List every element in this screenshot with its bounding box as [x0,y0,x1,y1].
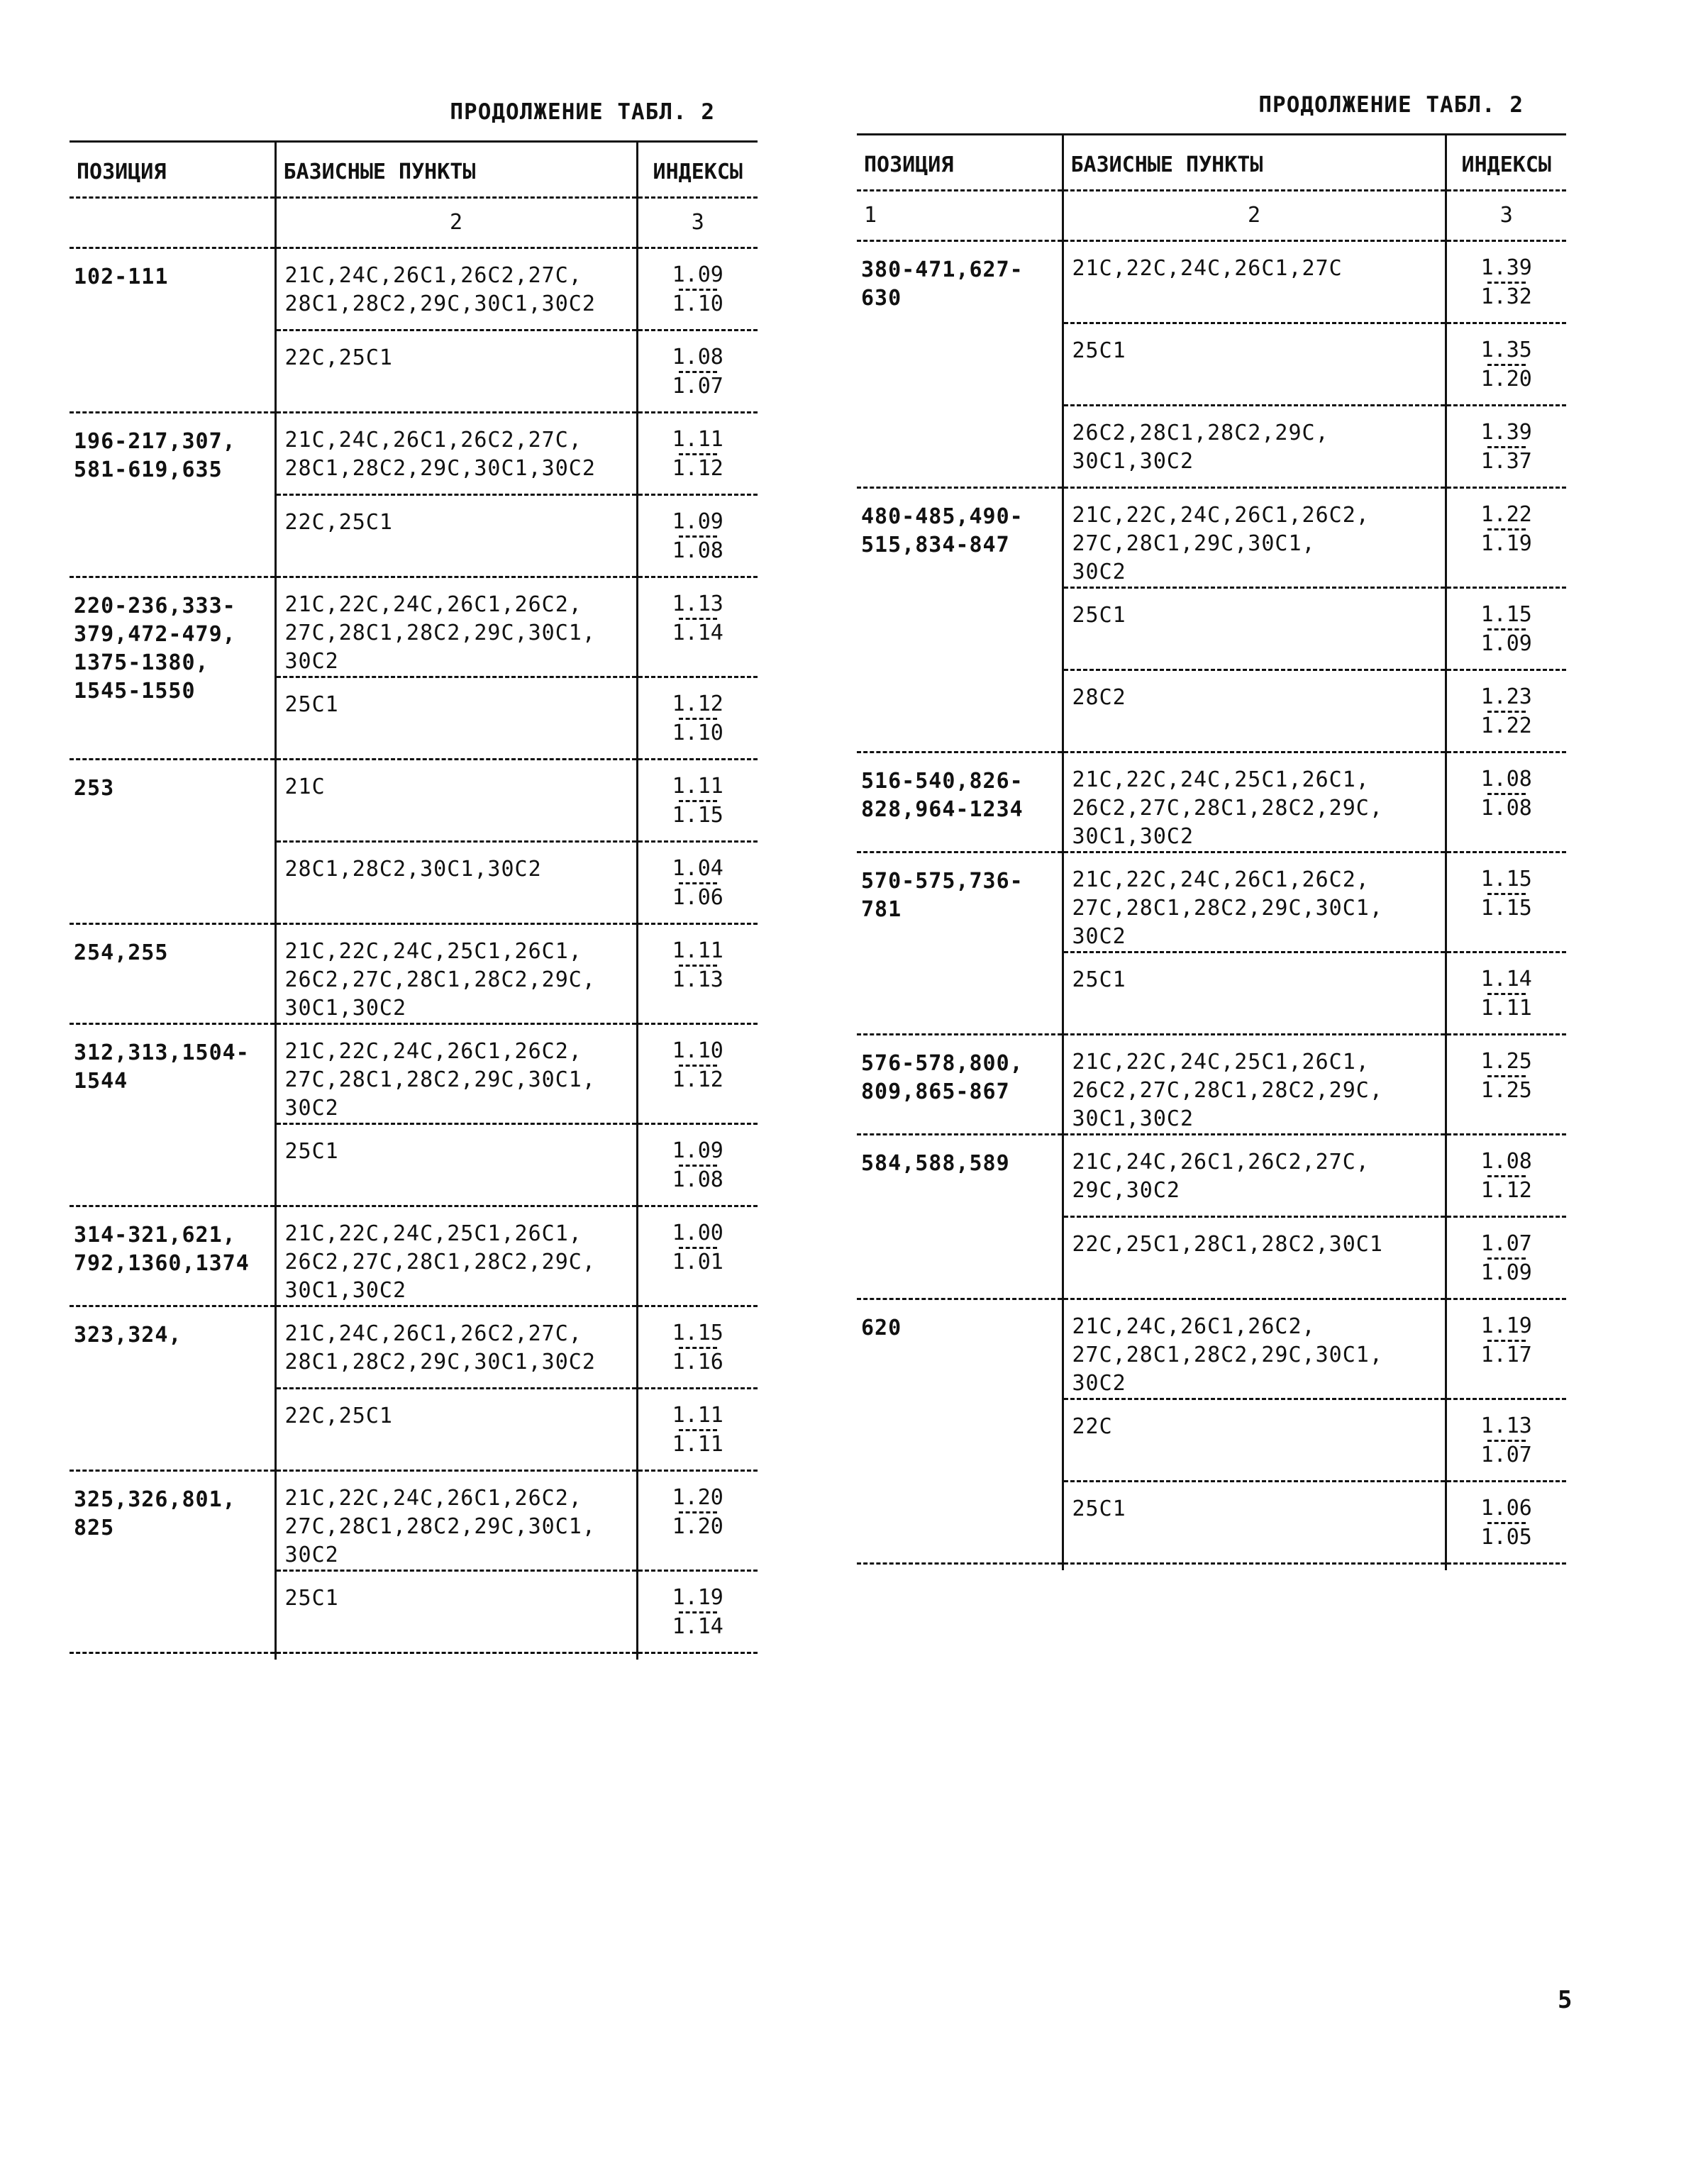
indices-cell [1446,1299,1566,1399]
base-points-cell: 21С,24С,26С1,26С2,27С, 28С1,28С2,29С,30С1,30С2 [275,413,637,495]
indices-cell [637,1206,758,1306]
indices-cell [637,577,758,677]
index-value-upper: 1.12 [672,691,723,716]
index-value-lower: 1.09 [1480,1260,1532,1285]
index-value-lower: 1.07 [672,374,723,399]
index-value-lower: 1.17 [1480,1343,1532,1367]
table-row [70,760,758,842]
index-value-lower: 1.12 [1480,1178,1532,1203]
indices-cell [637,677,758,760]
index-value-lower: 1.15 [672,803,723,828]
base-points-cell: 22С,25С1 [275,330,637,413]
header-base-points: БАЗИСНЫЕ ПУНКТЫ [1063,135,1446,191]
indices-cell [637,1571,758,1653]
col-number-3: 3 [1446,191,1566,241]
base-points-cell: 21С,24С,26С1,26С2,27С, 29С,30С2 [1063,1135,1446,1217]
table-row [70,1471,758,1571]
base-points-cell: 21С,22С,24С,26С1,27С [1063,241,1446,323]
indices-cell [1446,1399,1566,1482]
index-value-upper: 1.06 [1480,1496,1532,1521]
index-value-upper: 1.13 [672,591,723,616]
base-points-cell: 26С2,28С1,28С2,29С, 30С1,30С2 [1063,406,1446,488]
index-value-lower: 1.20 [672,1514,723,1539]
index-value-lower: 1.10 [672,721,723,745]
indices-cell [1446,852,1566,952]
indices-cell [1446,241,1566,323]
base-points-cell: 21С,22С,24С,25С1,26С1, 26С2,27С,28С1,28С2,29С, 30С1,30С2 [275,1206,637,1306]
table-end-rule [70,1653,758,1660]
index-value-upper: 1.35 [1480,338,1532,362]
position-cell: 570-575,736- 781 [857,852,1063,1035]
position-cell: 576-578,800, 809,865-867 [857,1035,1063,1135]
indices-cell [1446,406,1566,488]
index-value-upper: 1.04 [672,856,723,881]
base-points-cell: 21С,22С,24С,25С1,26С1, 26С2,27С,28С1,28С2,29С, 30С1,30С2 [1063,1035,1446,1135]
end-rule-cell [1446,1564,1566,1571]
base-points-cell: 21С,24С,26С1,26С2, 27С,28С1,28С2,29С,30С1, 30С2 [1063,1299,1446,1399]
table-row [857,1135,1566,1217]
table-row [70,248,758,330]
index-value-upper: 1.20 [672,1485,723,1510]
col-number-1: 1 [857,191,1063,241]
indices-cell [1446,323,1566,406]
position-cell: 516-540,826- 828,964-1234 [857,752,1063,852]
table-row [857,752,1566,852]
left-table-column [70,99,758,1660]
indices-cell [637,1471,758,1571]
col-number-2: 2 [1063,191,1446,241]
end-rule-cell [1063,1564,1446,1571]
table-row [70,1206,758,1306]
end-rule-cell [637,1653,758,1660]
indices-cell [637,1124,758,1206]
position-cell: 584,588,589 [857,1135,1063,1299]
table-row [857,852,1566,952]
base-points-cell: 21С,22С,24С,26С1,26С2, 27С,28С1,29С,30С1, 30С2 [1063,488,1446,588]
index-value-upper: 1.11 [672,938,723,963]
index-value-upper: 1.25 [1480,1049,1532,1074]
col-number-3: 3 [637,198,758,248]
index-value-upper: 1.09 [672,1138,723,1163]
base-points-cell: 25С1 [1063,952,1446,1035]
col-number-2: 2 [275,198,637,248]
position-cell: 380-471,627- 630 [857,241,1063,488]
base-points-cell: 25С1 [1063,323,1446,406]
indices-cell [1446,1217,1566,1299]
index-value-lower: 1.08 [672,1167,723,1192]
indices-cell [637,1024,758,1124]
index-value-upper: 1.13 [1480,1413,1532,1438]
base-points-cell: 25С1 [275,677,637,760]
position-cell: 220-236,333- 379,472-479, 1375-1380, 1545-1550 [70,577,275,760]
table-row [70,577,758,677]
index-value-lower: 1.22 [1480,713,1532,738]
table-row [857,1035,1566,1135]
index-value-lower: 1.14 [672,621,723,645]
table-body [857,241,1566,1571]
position-cell: 325,326,801, 825 [70,1471,275,1653]
index-value-upper: 1.07 [1480,1231,1532,1256]
index-value-lower: 1.01 [672,1250,723,1274]
base-points-cell: 21С,22С,24С,26С1,26С2, 27С,28С1,28С2,29С,30С1, 30С2 [275,577,637,677]
base-points-cell: 22С,25С1,28С1,28С2,30С1 [1063,1217,1446,1299]
table-body [70,248,758,1660]
base-points-cell: 21С,22С,24С,26С1,26С2, 27С,28С1,28С2,29С,30С1, 30С2 [1063,852,1446,952]
base-points-cell: 21С,22С,24С,25С1,26С1, 26С2,27С,28С1,28С2,29С, 30С1,30С2 [1063,752,1446,852]
base-points-cell: 21С,24С,26С1,26С2,27С, 28С1,28С2,29С,30С1,30С2 [275,1306,637,1389]
index-value-lower: 1.07 [1480,1443,1532,1467]
base-points-cell: 28С1,28С2,30С1,30С2 [275,842,637,924]
table-row [857,1299,1566,1399]
index-value-lower: 1.11 [672,1432,723,1457]
table-row [70,1024,758,1124]
table-row [857,241,1566,323]
index-value-upper: 1.11 [672,427,723,452]
end-rule-cell [70,1653,275,1660]
index-value-lower: 1.05 [1480,1525,1532,1550]
index-value-upper: 1.10 [672,1038,723,1063]
position-cell: 254,255 [70,924,275,1024]
index-value-upper: 1.11 [672,774,723,799]
indices-cell [637,1389,758,1471]
indices-cell [637,330,758,413]
indices-cell [637,760,758,842]
index-value-lower: 1.08 [672,538,723,563]
indices-cell [1446,588,1566,670]
index-value-upper: 1.14 [1480,967,1532,991]
header-position: ПОЗИЦИЯ [70,142,275,198]
position-cell: 312,313,1504- 1544 [70,1024,275,1206]
index-value-lower: 1.14 [672,1614,723,1639]
header-position: ПОЗИЦИЯ [857,135,1063,191]
indices-cell [1446,1482,1566,1564]
base-points-cell: 21С,22С,24С,26С1,26С2, 27С,28С1,28С2,29С,30С1, 30С2 [275,1471,637,1571]
base-points-cell: 21С,22С,24С,26С1,26С2, 27С,28С1,28С2,29С,30С1, 30С2 [275,1024,637,1124]
right-table-column [857,92,1566,1570]
position-cell: 102-111 [70,248,275,413]
indices-cell [637,1306,758,1389]
index-value-upper: 1.19 [1480,1313,1532,1338]
index-value-upper: 1.15 [1480,867,1532,891]
base-points-cell: 25С1 [275,1571,637,1653]
base-points-cell: 21С,22С,24С,25С1,26С1, 26С2,27С,28С1,28С2,29С, 30С1,30С2 [275,924,637,1024]
index-value-upper: 1.00 [672,1221,723,1245]
indices-cell [1446,1035,1566,1135]
index-value-lower: 1.12 [672,1067,723,1092]
index-value-lower: 1.08 [1480,796,1532,821]
base-points-cell: 22С [1063,1399,1446,1482]
index-value-upper: 1.39 [1480,255,1532,280]
table-row [70,1306,758,1389]
base-points-cell: 25С1 [275,1124,637,1206]
index-value-lower: 1.32 [1480,284,1532,309]
base-points-cell: 22С,25С1 [275,495,637,577]
index-value-upper: 1.15 [672,1321,723,1345]
position-cell: 323,324, [70,1306,275,1471]
base-points-cell: 25С1 [1063,588,1446,670]
base-points-cell: 21С [275,760,637,842]
index-value-lower: 1.13 [672,967,723,992]
indices-cell [1446,488,1566,588]
base-points-cell: 28С2 [1063,670,1446,752]
indices-cell [637,842,758,924]
index-value-upper: 1.23 [1480,684,1532,709]
header-indices: ИНДЕКСЫ [1446,135,1566,191]
index-value-upper: 1.22 [1480,502,1532,527]
header-base-points: БАЗИСНЫЕ ПУНКТЫ [275,142,637,198]
indices-cell [637,495,758,577]
index-value-upper: 1.08 [1480,767,1532,791]
index-value-lower: 1.20 [1480,367,1532,391]
position-cell: 620 [857,1299,1063,1564]
index-value-lower: 1.25 [1480,1078,1532,1103]
index-value-upper: 1.11 [672,1403,723,1428]
position-cell: 480-485,490- 515,834-847 [857,488,1063,752]
base-points-cell: 21С,24С,26С1,26С2,27С, 28С1,28С2,29С,30С1,30С2 [275,248,637,330]
index-value-upper: 1.39 [1480,420,1532,445]
end-rule-cell [857,1564,1063,1571]
index-value-lower: 1.11 [1480,996,1532,1021]
index-value-upper: 1.09 [672,262,723,287]
table-end-rule [857,1564,1566,1571]
base-points-cell: 25С1 [1063,1482,1446,1564]
index-value-lower: 1.19 [1480,531,1532,556]
table-row [857,488,1566,588]
position-cell: 196-217,307, 581-619,635 [70,413,275,577]
index-value-lower: 1.06 [672,885,723,910]
indices-cell [1446,752,1566,852]
index-value-lower: 1.10 [672,291,723,316]
index-value-upper: 1.08 [1480,1149,1532,1174]
index-value-lower: 1.09 [1480,631,1532,656]
indices-cell [637,248,758,330]
index-table-left [70,140,758,1660]
end-rule-cell [275,1653,637,1660]
page-number: 5 [1558,1986,1573,2014]
header-indices: ИНДЕКСЫ [637,142,758,198]
continuation-title: ПРОДОЛЖЕНИЕ ТАБЛ. 2 [1258,92,1524,118]
index-value-upper: 1.19 [672,1585,723,1610]
indices-cell [1446,1135,1566,1217]
indices-cell [1446,952,1566,1035]
col-number-1 [70,198,275,248]
position-cell: 314-321,621, 792,1360,1374 [70,1206,275,1306]
index-value-lower: 1.16 [672,1350,723,1374]
index-value-upper: 1.09 [672,509,723,534]
position-cell: 253 [70,760,275,924]
index-value-upper: 1.08 [672,345,723,370]
index-table-right [857,133,1566,1570]
table-row [70,413,758,495]
indices-cell [637,924,758,1024]
table-row [70,924,758,1024]
index-value-lower: 1.15 [1480,896,1532,921]
indices-cell [637,413,758,495]
continuation-title: ПРОДОЛЖЕНИЕ ТАБЛ. 2 [450,99,715,125]
base-points-cell: 22С,25С1 [275,1389,637,1471]
index-value-lower: 1.12 [672,456,723,481]
index-value-upper: 1.15 [1480,602,1532,627]
indices-cell [1446,670,1566,752]
index-value-lower: 1.37 [1480,449,1532,474]
